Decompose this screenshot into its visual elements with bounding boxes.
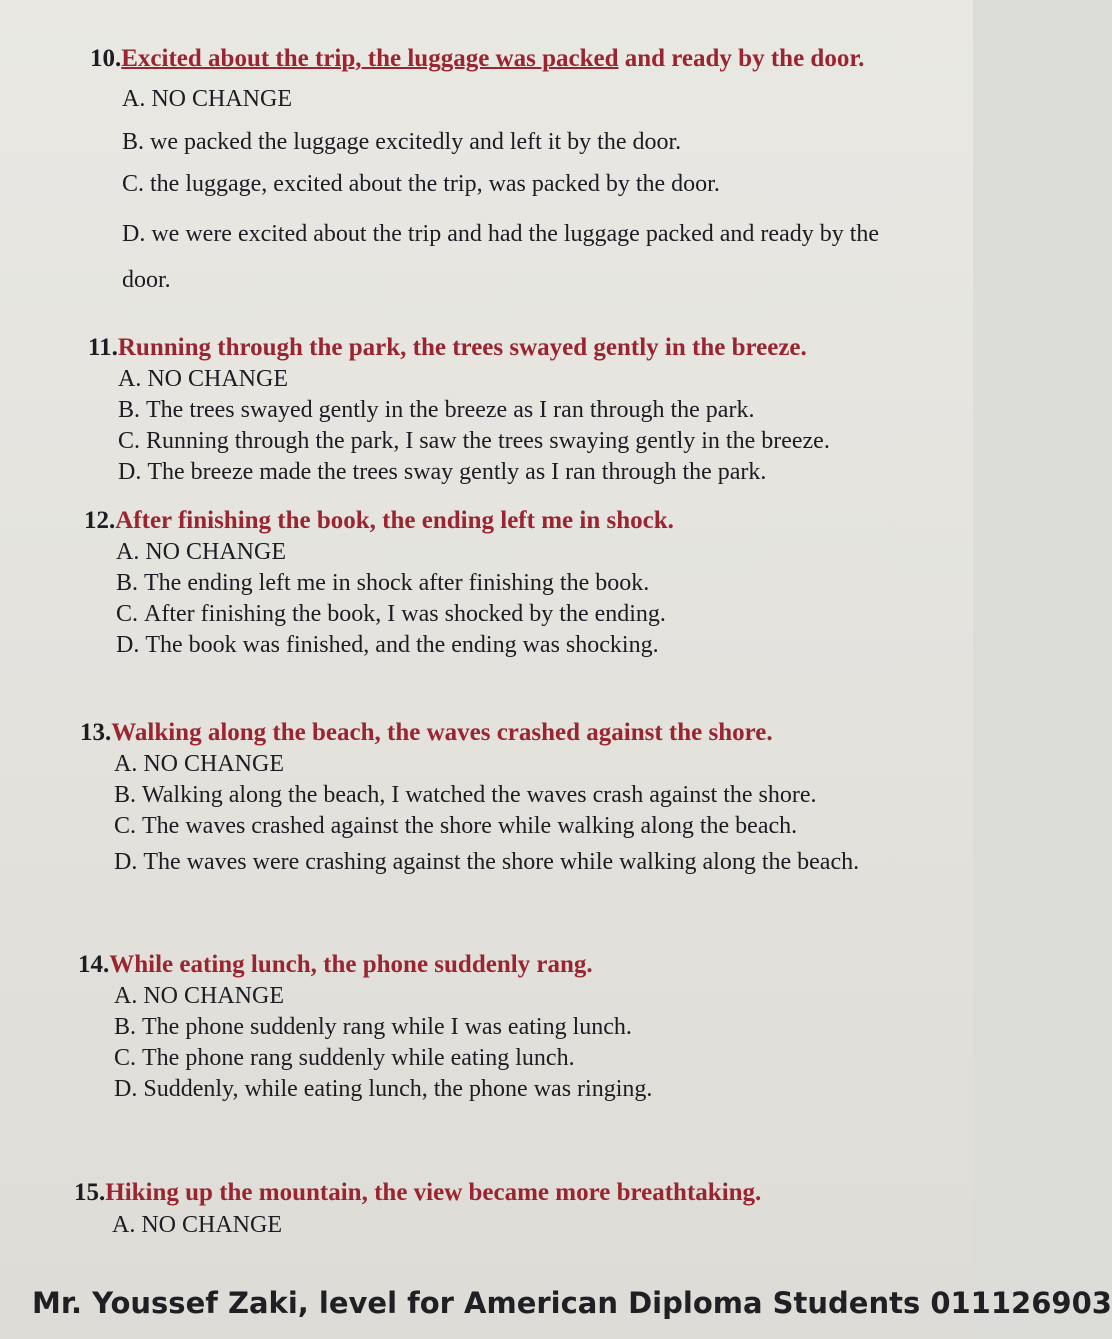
option-d <box>122 211 922 303</box>
option-text: The trees swayed gently in the breeze as I ran through the park. <box>146 397 755 423</box>
question-number: 12. <box>84 507 116 534</box>
question-sentence: After finishing the book, the ending left me in shock. <box>115 507 674 534</box>
option-letter: A. <box>114 751 138 777</box>
option-text: The phone rang suddenly while eating lunch. <box>142 1045 575 1071</box>
option-a <box>114 981 938 1011</box>
option-text: NO CHANGE <box>141 1212 283 1238</box>
option-text: NO CHANGE <box>143 751 285 777</box>
option-letter: B. <box>114 782 137 808</box>
question-number: 14. <box>78 951 110 978</box>
option-a <box>114 749 950 779</box>
option-letter: B. <box>122 129 145 155</box>
option-letter: B. <box>118 397 141 423</box>
option-letter: A. <box>116 539 140 565</box>
option-letter: C. <box>118 428 141 454</box>
option-text: The book was finished, and the ending was shocking. <box>145 632 659 658</box>
option-c <box>122 169 930 199</box>
question-stem <box>74 1178 934 1208</box>
question-number: 15. <box>74 1179 106 1206</box>
question-11 <box>88 333 948 487</box>
question-sentence: Hiking up the mountain, the view became more breathtaking. <box>105 1179 762 1206</box>
option-letter: B. <box>114 1014 137 1040</box>
sentence-rest: and ready by the door. <box>618 45 865 72</box>
option-a <box>112 1210 934 1240</box>
footer-credit: Mr. Youssef Zaki, level for American Diploma Students 011126903 <box>32 1286 1112 1320</box>
option-letter: C. <box>122 171 145 197</box>
question-stem <box>88 333 948 363</box>
option-letter: D. <box>114 1076 138 1102</box>
option-text: Running through the park, I saw the trees swaying gently in the breeze. <box>146 428 830 454</box>
option-d <box>114 842 904 882</box>
option-text: The waves were crashing against the shore while walking along the beach. <box>143 849 860 875</box>
question-number: 11. <box>88 334 118 361</box>
option-text: Suddenly, while eating lunch, the phone was ringing. <box>143 1076 653 1102</box>
option-letter: C. <box>114 1045 137 1071</box>
option-letter: D. <box>118 459 142 485</box>
question-15 <box>74 1178 934 1240</box>
option-letter: B. <box>116 570 139 596</box>
question-12 <box>84 506 944 660</box>
question-13 <box>80 718 950 882</box>
option-letter: A. <box>114 983 138 1009</box>
option-text: we packed the luggage excitedly and left it by the door. <box>150 129 682 155</box>
question-sentence: While eating lunch, the phone suddenly rang. <box>109 951 593 978</box>
question-sentence: Running through the park, the trees swayed gently in the breeze. <box>117 334 807 361</box>
option-text: After finishing the book, I was shocked by the ending. <box>144 601 666 627</box>
question-14 <box>78 950 938 1104</box>
option-letter: C. <box>114 813 137 839</box>
option-letter: A. <box>122 86 146 112</box>
question-number: 13. <box>80 719 112 746</box>
option-d <box>118 457 948 487</box>
option-text: we were excited about the trip and had the luggage packed and ready by the door. <box>122 221 880 293</box>
option-text: the luggage, excited about the trip, was packed by the door. <box>150 171 720 197</box>
option-d <box>114 1074 938 1104</box>
question-number: 10. <box>90 45 122 72</box>
option-letter: D. <box>114 849 138 875</box>
option-c <box>114 811 950 841</box>
underlined-sentence: Excited about the trip, the luggage was packed <box>121 45 619 72</box>
option-letter: C. <box>116 601 139 627</box>
option-c <box>116 599 944 629</box>
option-a <box>122 84 930 114</box>
option-letter: D. <box>116 632 140 658</box>
question-stem <box>90 44 930 74</box>
option-b <box>118 395 948 425</box>
question-sentence: Walking along the beach, the waves crashed against the shore. <box>111 719 773 746</box>
option-text: NO CHANGE <box>143 983 285 1009</box>
option-c <box>114 1043 938 1073</box>
option-d <box>116 630 944 660</box>
option-letter: A. <box>112 1212 136 1238</box>
option-b <box>114 780 950 810</box>
option-text: The breeze made the trees sway gently as I ran through the park. <box>147 459 767 485</box>
option-text: NO CHANGE <box>145 539 287 565</box>
option-text: Walking along the beach, I watched the waves crash against the shore. <box>142 782 817 808</box>
question-stem <box>84 506 944 536</box>
option-b <box>122 127 930 157</box>
option-text: The phone suddenly rang while I was eating lunch. <box>142 1014 632 1040</box>
question-stem <box>80 718 950 748</box>
option-text: The ending left me in shock after finishing the book. <box>144 570 650 596</box>
option-letter: D. <box>122 221 146 247</box>
option-b <box>116 568 944 598</box>
option-b <box>114 1012 938 1042</box>
option-a <box>116 537 944 567</box>
option-text: NO CHANGE <box>147 366 289 392</box>
option-c <box>118 426 948 456</box>
option-text: The waves crashed against the shore while walking along the beach. <box>142 813 798 839</box>
option-letter: A. <box>118 366 142 392</box>
option-text: NO CHANGE <box>151 86 293 112</box>
question-10 <box>90 44 930 303</box>
question-stem <box>78 950 938 980</box>
option-a <box>118 364 948 394</box>
